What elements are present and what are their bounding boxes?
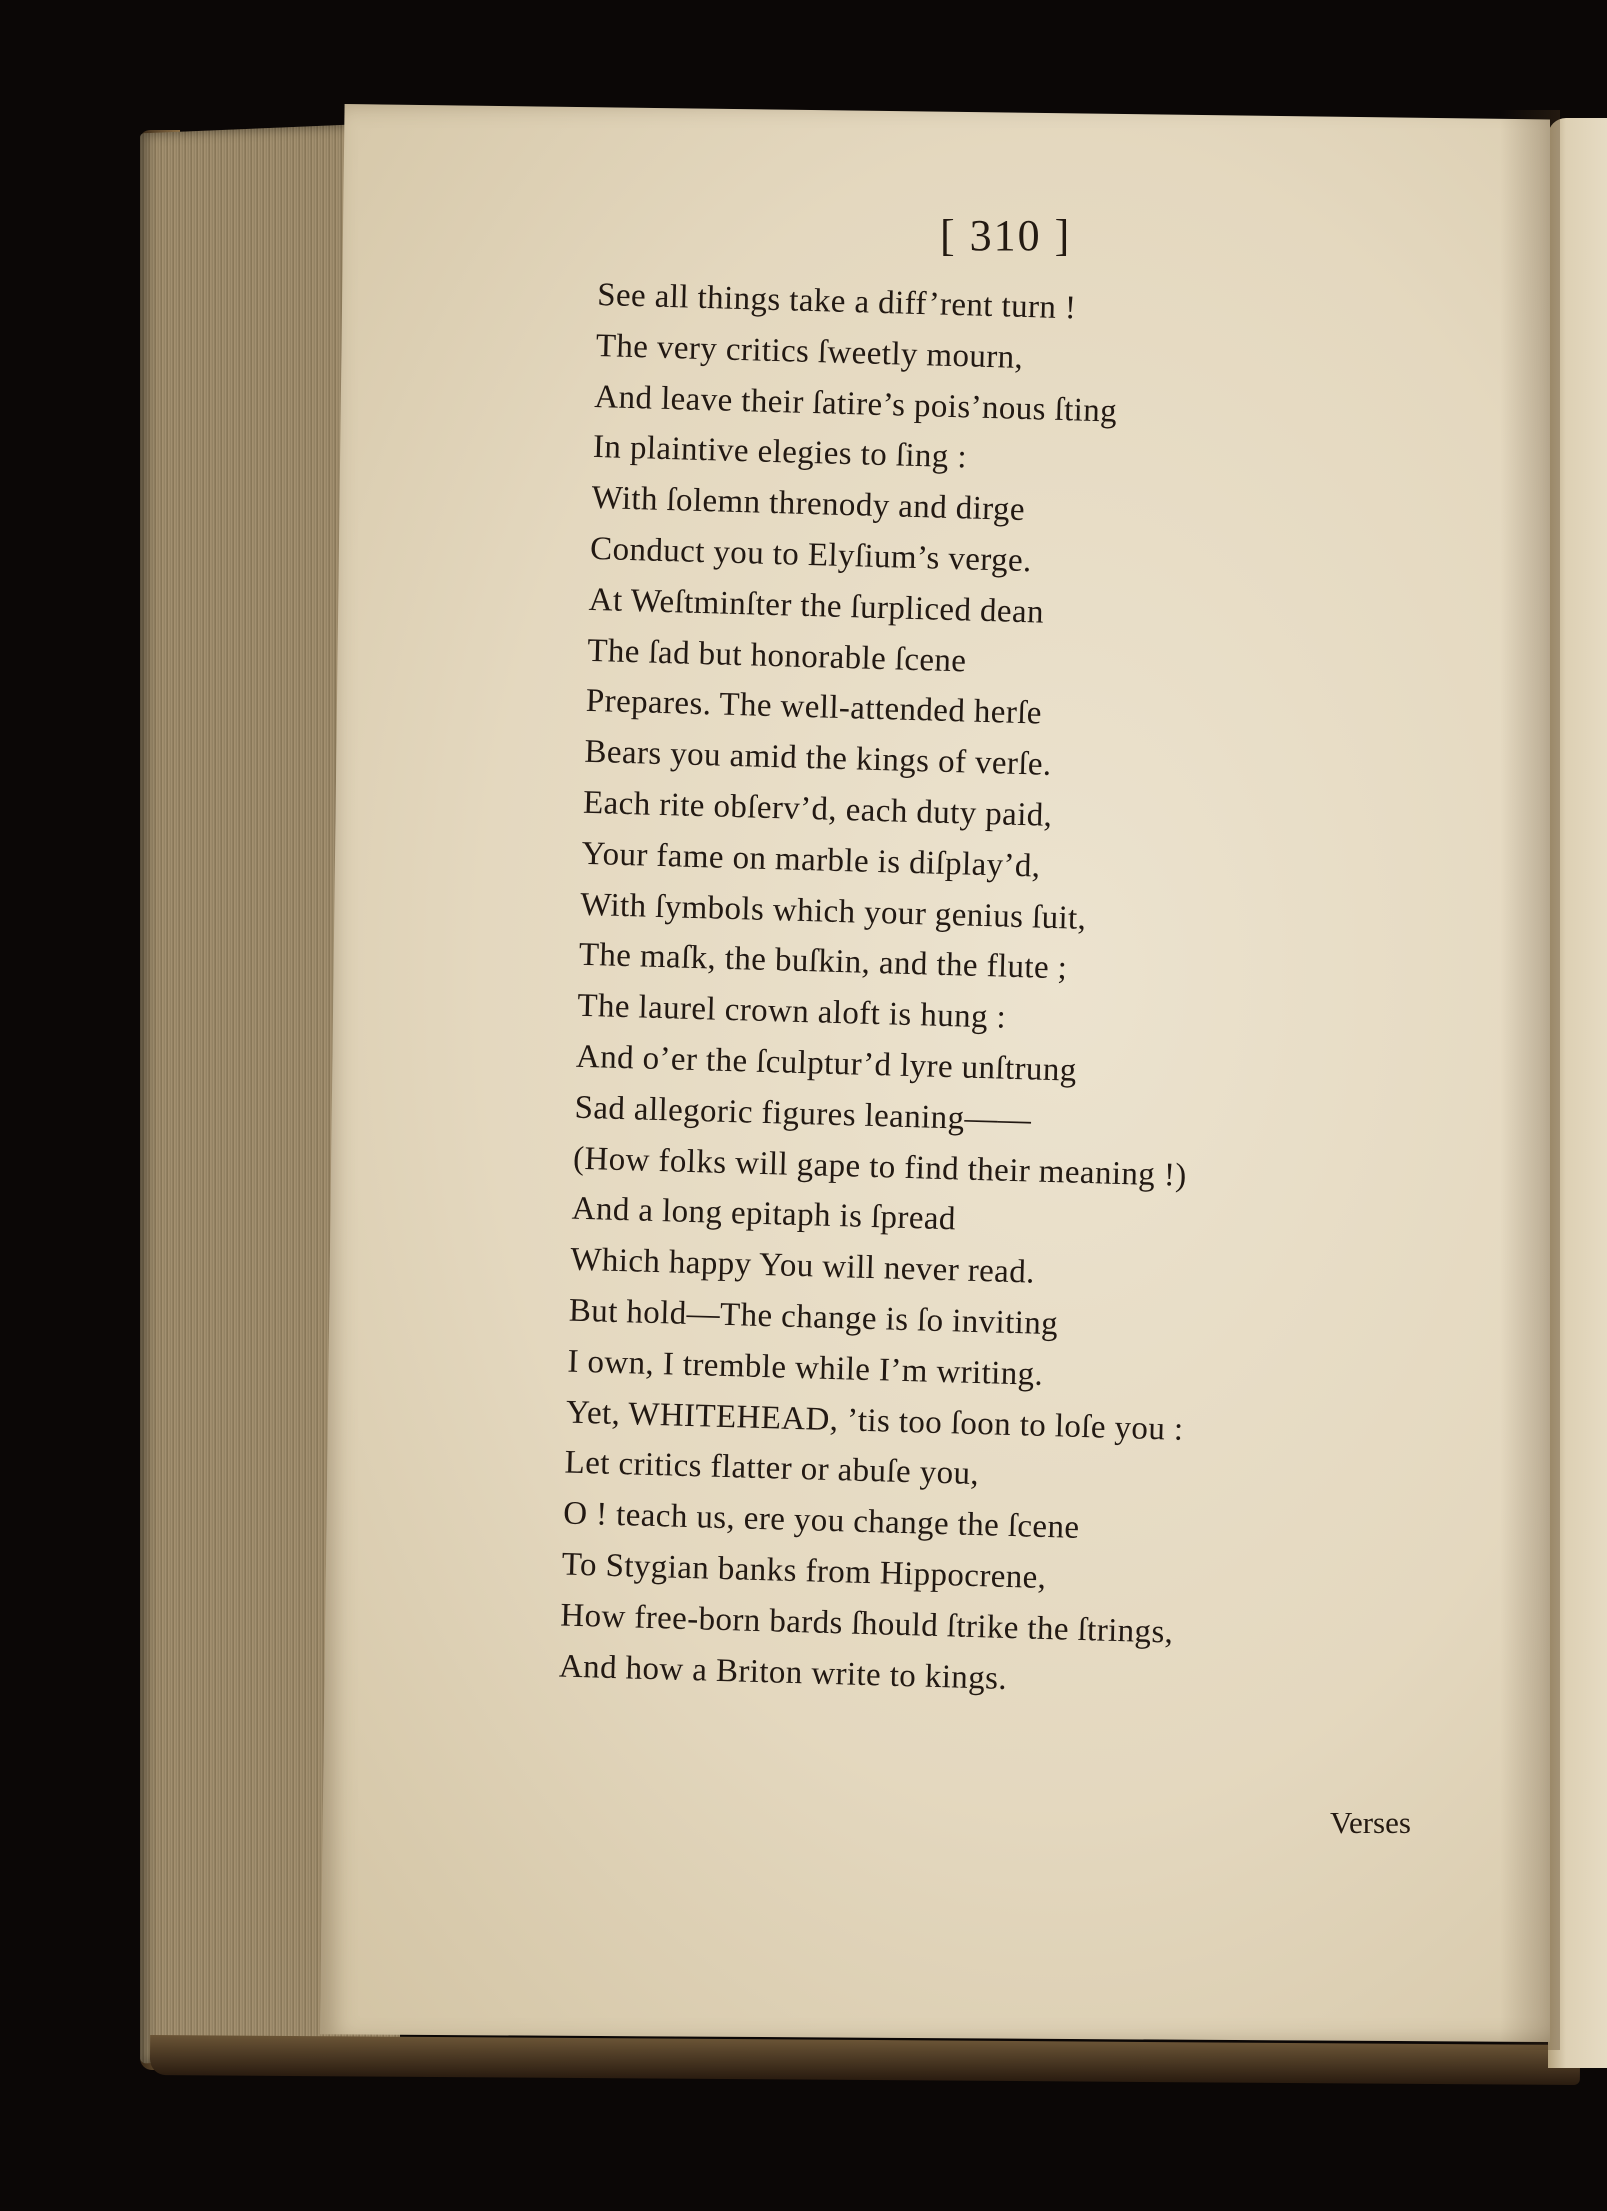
poem-line: To Stygian banks from Hippocrene, [561,1546,1047,1596]
poem-line: With ſymbols which your genius ſuit, [579,886,1087,937]
poem-line: The ſad but honorable ſcene [586,632,967,680]
book-cover-bottom [150,2035,1580,2085]
poem-line: And leave their ſatire’s pois’nous ſting [593,378,1118,430]
poem-line: And o’er the ſculptur’d lyre unſtrung [575,1038,1078,1089]
poem-line: With ſolemn threnody and dirge [591,480,1026,529]
poem-line: In plaintive elegies to ſing : [592,429,968,476]
poem-line: Prepares. The well-attended herſe [585,683,1043,732]
poem-line: The laurel crown aloft is hung : [576,987,1007,1036]
poem-line: Let critics flatter or abuſe you, [564,1444,980,1493]
poem-line: See all things take a diff’rent turn ! [596,276,1077,327]
poem-line: Sad allegoric figures leaning—— [574,1089,1032,1139]
poem-line: (How folks will gape to find their meaning !) [572,1140,1188,1194]
poem-line: But hold—The change is ſo inviting [568,1292,1059,1343]
poem-line: The maſk, the buſkin, and the flute ; [578,937,1068,987]
poem-text [558,270,1215,1709]
poem-line: Which happy You will never read. [569,1241,1036,1291]
poem-line: The very critics ſweetly mourn, [595,327,1024,376]
poem-line: Your fame on marble is diſplay’d, [581,835,1041,885]
catchword: Verses [1330,1805,1411,1840]
page-number: [ 310 ] [940,211,1072,260]
poem-line: Yet, WHITEHEAD, ’tis too ſoon to loſe you : [565,1394,1184,1448]
poem-line: And how a Briton write to kings. [558,1647,1008,1697]
poem-line: Conduct you to Elyſium’s verge. [589,530,1033,580]
poem-line: Bears you amid the kings of verſe. [584,733,1053,784]
poem-line: And a long epitaph is ſpread [571,1190,957,1238]
gutter-shadow [1500,110,1560,2050]
poem-line: How free-born bards ſhould ſtrike the ſtrings, [559,1597,1174,1651]
poem-line: Each rite obſerv’d, each duty paid, [582,784,1053,834]
poem-line: O ! teach us, ere you change the ſcene [562,1495,1080,1547]
poem-line: I own, I tremble while I’m writing. [567,1343,1044,1393]
poem-line: At Weſtminſter the ſurpliced dean [588,581,1045,631]
